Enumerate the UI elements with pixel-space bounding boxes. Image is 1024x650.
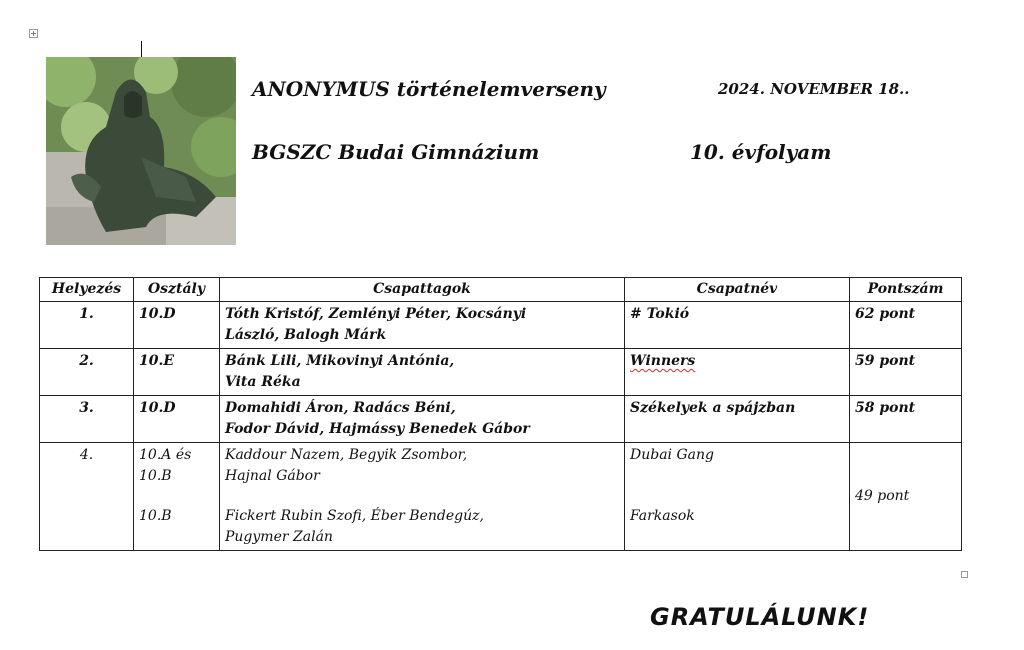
place-cell: 3. (40, 396, 134, 443)
members-cell (220, 443, 625, 551)
team-name: Winners (630, 353, 696, 369)
header-points: Pontszám (850, 278, 962, 302)
class-line: 10.A és (139, 447, 192, 463)
header-place: Helyezés (40, 278, 134, 302)
members-line: Fickert Rubin Szofi, Éber Bendegúz, (225, 508, 484, 524)
place-cell: 1. (40, 302, 134, 349)
table-header-row (40, 278, 962, 302)
header-class: Osztály (134, 278, 220, 302)
team-cell (625, 349, 850, 396)
class-cell: 10.D (134, 396, 220, 443)
class-cell: 10.E (134, 349, 220, 396)
members-line: Vita Réka (225, 374, 301, 390)
members-line: Pugymer Zalán (225, 529, 333, 545)
anonymus-statue-photo (46, 57, 236, 245)
members-cell (220, 396, 625, 443)
members-line: Kaddour Nazem, Begyik Zsombor, (225, 447, 468, 463)
header-team: Csapatnév (625, 278, 850, 302)
members-line: Bánk Lili, Mikovinyi Antónia, (225, 353, 455, 369)
competition-title: ANONYMUS történelemverseny (252, 77, 606, 101)
members-line: Tóth Kristóf, Zemlényi Péter, Kocsányi (225, 306, 527, 322)
text-cursor (141, 41, 142, 58)
members-cell (220, 302, 625, 349)
points-cell: 59 pont (850, 349, 962, 396)
table-row (40, 349, 962, 396)
grade-level: 10. évfolyam (690, 140, 832, 164)
team-cell: Székelyek a spájzban (625, 396, 850, 443)
class-line: 10.B (139, 508, 172, 524)
class-cell (134, 443, 220, 551)
team-name: Dubai Gang (630, 447, 714, 463)
members-cell (220, 349, 625, 396)
points-cell: 58 pont (850, 396, 962, 443)
table-row (40, 443, 962, 551)
table-row (40, 396, 962, 443)
members-line: Hajnal Gábor (225, 468, 320, 484)
table-move-handle-icon[interactable] (29, 29, 38, 38)
place-cell: 2. (40, 349, 134, 396)
team-name: Farkasok (630, 508, 695, 524)
school-name: BGSZC Budai Gimnázium (252, 140, 540, 164)
members-line: Fodor Dávid, Hajmássy Benedek Gábor (225, 421, 530, 437)
points-cell: 62 pont (850, 302, 962, 349)
place-cell: 4. (40, 443, 134, 551)
points-cell: 49 pont (850, 443, 962, 551)
header-members: Csapattagok (220, 278, 625, 302)
congratulations-text: GRATULÁLUNK! (650, 603, 870, 631)
class-line: 10.B (139, 468, 172, 484)
competition-date: 2024. NOVEMBER 18.. (718, 80, 910, 98)
table-resize-handle-icon[interactable] (961, 571, 968, 578)
team-cell: # Tokió (625, 302, 850, 349)
class-cell: 10.D (134, 302, 220, 349)
team-cell (625, 443, 850, 551)
table-row (40, 302, 962, 349)
members-line: László, Balogh Márk (225, 327, 387, 343)
results-table (39, 277, 962, 551)
members-line: Domahidi Áron, Radács Béni, (225, 400, 456, 416)
